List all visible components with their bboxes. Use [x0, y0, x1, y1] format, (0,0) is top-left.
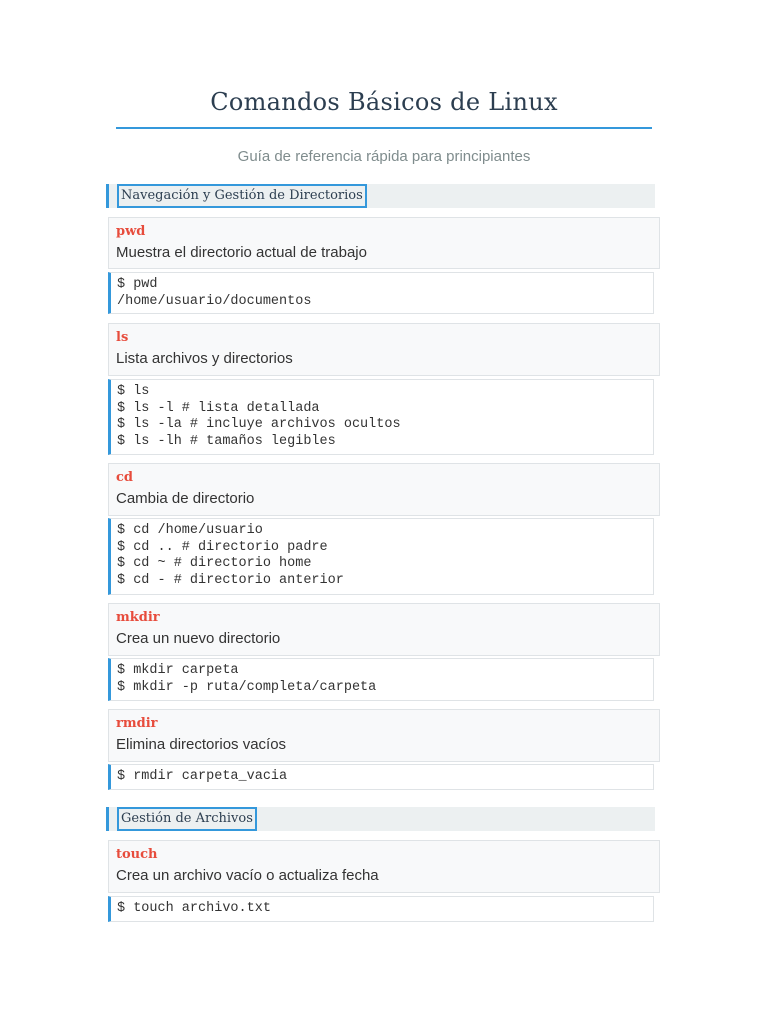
command-name: mkdir — [116, 610, 160, 625]
command-name: ls — [116, 330, 129, 345]
code-line: $ touch archivo.txt — [117, 901, 271, 916]
command-name: pwd — [116, 224, 146, 239]
code-line: $ cd - # directorio anterior — [117, 572, 344, 588]
command-description: Muestra el directorio actual de trabajo — [116, 244, 367, 261]
code-line: $ rmdir carpeta_vacia — [117, 769, 288, 784]
command-description: Crea un nuevo directorio — [116, 630, 281, 647]
code-line: $ ls — [117, 384, 150, 399]
command-card-ls — [108, 323, 660, 376]
section-title: Gestión de Archivos — [117, 807, 257, 831]
command-description: Elimina directorios vacíos — [116, 736, 287, 753]
code-line: $ ls -la # incluye archivos ocultos — [117, 417, 401, 433]
code-block-cd — [108, 518, 654, 595]
command-description: Lista archivos y directorios — [116, 350, 293, 367]
code-line: $ cd ~ # directorio home — [117, 556, 312, 572]
section-title: Navegación y Gestión de Directorios — [117, 184, 367, 208]
command-description: Crea un archivo vacío o actualiza fecha — [116, 867, 379, 884]
code-block-rmdir — [108, 764, 654, 790]
code-line: $ cd /home/usuario — [117, 523, 263, 538]
command-name: cd — [116, 470, 134, 485]
code-line: $ mkdir -p ruta/completa/carpeta — [117, 679, 377, 695]
code-line: /home/usuario/documentos — [117, 293, 312, 309]
command-name: rmdir — [116, 716, 158, 731]
code-block-pwd — [108, 272, 654, 314]
code-line: $ pwd — [117, 277, 158, 292]
command-name: touch — [116, 847, 158, 862]
code-block-ls — [108, 379, 654, 455]
page-subtitle: Guía de referencia rápida para principiantes — [237, 148, 531, 165]
title-underline — [116, 127, 652, 129]
command-description: Cambia de directorio — [116, 490, 255, 507]
command-card-cd — [108, 463, 660, 516]
code-line: $ ls -l # lista detallada — [117, 400, 320, 416]
code-line: $ cd .. # directorio padre — [117, 539, 328, 555]
section-header-archivos — [106, 807, 655, 831]
command-card-pwd — [108, 217, 660, 269]
code-line: $ mkdir carpeta — [117, 663, 239, 678]
command-card-mkdir — [108, 603, 660, 656]
code-block-mkdir — [108, 658, 654, 701]
page-title: Comandos Básicos de Linux — [210, 88, 558, 116]
command-card-rmdir — [108, 709, 660, 762]
code-line: $ ls -lh # tamaños legibles — [117, 433, 336, 449]
section-header-navegacion — [106, 184, 655, 208]
code-block-touch — [108, 896, 654, 922]
command-card-touch — [108, 840, 660, 893]
